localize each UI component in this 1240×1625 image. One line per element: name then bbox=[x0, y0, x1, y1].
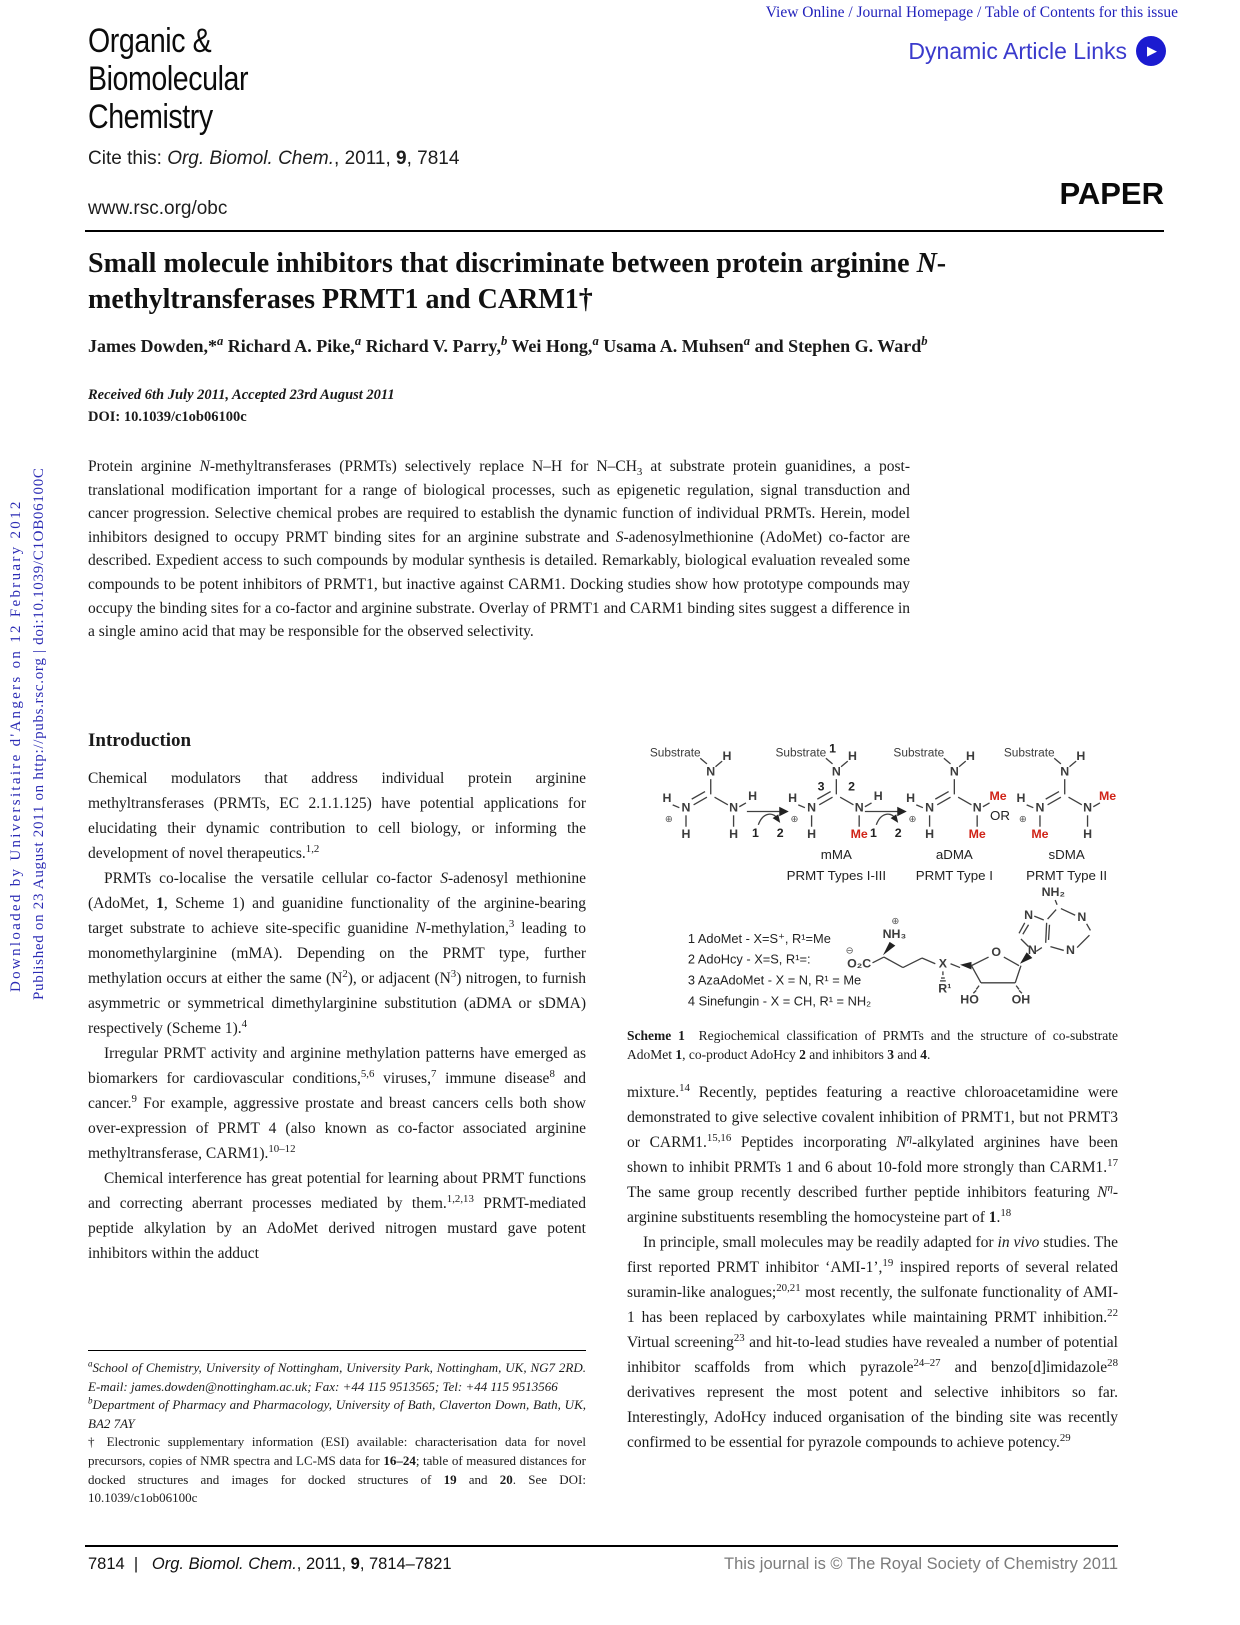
adomet-molecule bbox=[846, 885, 1091, 1007]
svg-text:1 AdoMet - X=S⁺, R¹=Me: 1 AdoMet - X=S⁺, R¹=Me bbox=[687, 930, 831, 946]
scheme-caption-label: Scheme 1 bbox=[627, 1028, 685, 1043]
introduction-heading: Introduction bbox=[88, 730, 192, 751]
scheme-caption-text: Regiochemical classification of PRMTs and the structure of co-substrate AdoMet 1, co-product AdoHcy 2 and inhibitors 3 and 4. bbox=[627, 1028, 1118, 1062]
doi-line: DOI: 10.1039/c1ob06100c bbox=[88, 409, 247, 425]
or-label: OR bbox=[990, 808, 1010, 824]
svg-text:NH₃: NH₃ bbox=[882, 927, 907, 942]
scheme-legend bbox=[688, 931, 871, 1009]
play-circle-icon[interactable]: ▶ bbox=[1136, 36, 1166, 66]
header-divider bbox=[85, 230, 1164, 232]
svg-text:H: H bbox=[966, 749, 975, 764]
intro-paragraph-2: PRMTs co-localise the versatile cellular co-factor S-adenosyl methionine (AdoMet, 1, Scheme 1) and guanidine functionality of the arginine-bearing target substrate to achieve site-specific guanidine N-methylation,$^3$ leading to monomethylarginine (mMA). Depending on the PRMT type, further methylation occurs at either the same $(N^2)$, or adjacent $(N^3)$ nitrogen, to furnish asymmetric or symmetrical dimethylarginine substitution (aDMA or sDMA) respectively (Scheme 1).$^4$ bbox=[88, 870, 586, 1037]
svg-text:1: 1 bbox=[870, 826, 877, 841]
svg-text:H: H bbox=[925, 827, 935, 842]
svg-text:NH₂: NH₂ bbox=[1041, 885, 1065, 900]
dynamic-article-links-label[interactable]: Dynamic Article Links bbox=[908, 37, 1127, 64]
right-paragraph-1: mixture.$^{14}$ Recently, peptides featuring a reactive chloroacetamidine were demonstrated to give selective covalent inhibition of PRMT1, but not PRMT3 or CARM1.$^{15,16}$ Peptides incorporating $N^\eta$-alkylated arginines have been shown to inhibit PRMTs 1 and 6 about 10-fold more strongly than CARM1.17 The same group recently described further peptide inhibitors featuring $N^\eta$-arginine substituents resembling the homocysteine part of 1.18 bbox=[627, 1081, 1118, 1226]
svg-text:⊕: ⊕ bbox=[891, 915, 900, 927]
svg-text:N: N bbox=[949, 764, 959, 779]
received-accepted-line: Received 6th July 2011, Accepted 23rd August 2011 bbox=[88, 387, 395, 403]
structure-sdma bbox=[1004, 745, 1116, 841]
svg-text:sDMA: sDMA bbox=[1048, 847, 1085, 863]
intro-paragraph-3: Irregular PRMT activity and arginine methylation patterns have emerged as biomarkers for cardiovascular conditions,$^{5,6}$ viruses,$^7$ immune disease$^8$ and cancer.$^9$ For example, aggressive prostate and breast cancers cells both show over-expression of PRMT 4 (also known as co-factor associated arginine methyltransferase, CARM1).$^{10-12}$ bbox=[88, 1045, 587, 1162]
sidebar-published-stamp: Published on 23 August 2011 on http://pubs.rsc.org | doi:10.1039/C1OB06100C bbox=[31, 467, 47, 1000]
footer-copyright: This journal is © The Royal Society of Chemistry 2011 bbox=[724, 1555, 1118, 1573]
svg-text:Substrate: Substrate bbox=[775, 745, 827, 760]
svg-text:PRMT Type II: PRMT Type II bbox=[1026, 868, 1108, 884]
svg-text:R¹: R¹ bbox=[938, 981, 952, 996]
article-authors: James Dowden,*$^a$ Richard A. Pike,$^a$ Richard V. Parry,$^b$ Wei Hong,$^a$ Usama A. Muhsen$^a$ and Stephen G. Ward$^b$ bbox=[88, 334, 928, 356]
journal-url[interactable]: www.rsc.org/obc bbox=[88, 198, 228, 219]
reaction-arrow-1 bbox=[747, 807, 789, 840]
svg-text:X: X bbox=[938, 956, 948, 971]
article-title: Small molecule inhibitors that discriminate between protein arginine N-methyltransferases PRMT1 and CARM1† bbox=[88, 248, 947, 315]
svg-text:N: N bbox=[1024, 908, 1034, 923]
affiliation-b: $^b$Department of Pharmacy and Pharmacology, University of Bath, Claverton Down, Bath, UK, BA2 7AY bbox=[88, 1395, 586, 1431]
svg-text:1: 1 bbox=[752, 826, 759, 841]
svg-text:H: H bbox=[873, 789, 883, 804]
footnote-block bbox=[88, 1350, 586, 1508]
svg-text:OH: OH bbox=[1011, 992, 1031, 1007]
svg-text:⊕: ⊕ bbox=[790, 813, 799, 825]
svg-text:mMA: mMA bbox=[820, 847, 852, 863]
svg-text:3: 3 bbox=[817, 779, 825, 794]
svg-text:N: N bbox=[1083, 800, 1093, 815]
svg-text:H: H bbox=[788, 790, 798, 805]
journal-title-line2: Biomolecular bbox=[88, 60, 249, 98]
svg-text:N: N bbox=[1060, 764, 1070, 779]
svg-text:2: 2 bbox=[894, 826, 902, 841]
svg-text:4 Sinefungin - X = CH, R¹ = NH: 4 Sinefungin - X = CH, R¹ = NH₂ bbox=[687, 993, 872, 1009]
product-labels bbox=[787, 847, 1107, 883]
svg-text:N: N bbox=[1077, 909, 1087, 924]
svg-text:⊕: ⊕ bbox=[1018, 813, 1027, 825]
svg-text:H: H bbox=[681, 827, 691, 842]
intro-paragraph-4: Chemical interference has great potential for learning about PRMT functions and correcting aberrant processes mediated by them.$^{1,2,13}$ PRMT-mediated peptide alkylation by an AdoMet derived nitrogen mustard gave potent inhibitors within the adduct bbox=[88, 1170, 586, 1262]
footer-divider bbox=[85, 1545, 1118, 1547]
structure-arginine bbox=[650, 745, 757, 841]
svg-text:N: N bbox=[1065, 943, 1075, 958]
svg-text:Me: Me bbox=[1031, 827, 1049, 842]
footer-page-citation: 7814 | Org. Biomol. Chem., 2011, 9, 7814–7821 bbox=[88, 1555, 452, 1573]
svg-text:H: H bbox=[848, 749, 857, 764]
svg-text:Substrate: Substrate bbox=[893, 745, 945, 760]
structure-adma bbox=[893, 745, 1006, 841]
abstract-paragraph: Protein arginine N-methyltransferases (PRMTs) selectively replace N–H for $N-CH_3$ at substrate protein guanidines, a post-translational modification important for a range of biological processes, such as epigenetic regulation, signal transduction and cancer progression. Selective chemical probes are required to establish the dynamic function of individual PRMTs. Herein, model inhibitors designed to occupy PRMT binding sites for an arginine substrate and S-adenosylmethionine (AdoMet) co-factor are described. Expedient access to such compounds by modular synthesis is detailed. Remarkably, biological evaluation revealed some compounds to be potent inhibitors of PRMT1, but inactive against CARM1. Docking studies show how prototype compounds may occupy the binding sites for a co-factor and arginine substrate. Overlay of PRMT1 and CARM1 binding sites suggest a difference in a single amino acid that may be responsible for the observed selectivity. bbox=[88, 458, 910, 641]
sidebar-download-stamp: Downloaded by Universitaire d'Angers on 12 February 2012 bbox=[8, 499, 24, 992]
svg-text:PRMT Types I-III: PRMT Types I-III bbox=[786, 868, 887, 884]
svg-text:2 AdoHcy - X=S, R¹=:: 2 AdoHcy - X=S, R¹=: bbox=[687, 951, 811, 967]
scheme-1-caption bbox=[627, 1026, 1118, 1064]
top-navigation-links[interactable]: View Online / Journal Homepage / Table of Contents for this issue bbox=[765, 4, 1178, 21]
svg-text:N: N bbox=[729, 800, 739, 815]
svg-text:3 AzaAdoMet - X = N, R¹ = Me: 3 AzaAdoMet - X = N, R¹ = Me bbox=[687, 972, 862, 988]
svg-text:O₂C: O₂C bbox=[847, 956, 872, 971]
svg-text:H: H bbox=[748, 789, 758, 804]
svg-text:Substrate: Substrate bbox=[649, 745, 701, 760]
svg-text:aDMA: aDMA bbox=[935, 847, 973, 863]
svg-text:N: N bbox=[925, 800, 935, 815]
svg-text:H: H bbox=[807, 827, 817, 842]
svg-text:H: H bbox=[662, 790, 672, 805]
svg-text:N: N bbox=[854, 800, 864, 815]
svg-text:N: N bbox=[807, 800, 817, 815]
journal-title bbox=[88, 22, 248, 136]
svg-text:H: H bbox=[1016, 790, 1026, 805]
esi-footnote: † Electronic supplementary information (ESI) available: characterisation data for novel precursors, copies of NMR spectra and LC-MS data for 16–24; table of measured distances for docked structures and images for docked structures of 19 and 20. See DOI: 10.1039/c1ob06100c bbox=[88, 1434, 586, 1506]
footnote-divider bbox=[88, 1350, 586, 1351]
journal-title-line1: Organic & bbox=[88, 22, 212, 60]
svg-text:H: H bbox=[729, 827, 739, 842]
svg-text:N: N bbox=[681, 800, 691, 815]
svg-text:⊖: ⊖ bbox=[845, 945, 854, 957]
citation-line: Cite this: Org. Biomol. Chem., 2011, 9, 7814 bbox=[88, 148, 460, 169]
svg-text:PRMT Type I: PRMT Type I bbox=[915, 868, 993, 884]
svg-text:⊕: ⊕ bbox=[664, 813, 673, 825]
svg-text:Substrate: Substrate bbox=[1003, 745, 1055, 760]
svg-text:H: H bbox=[1083, 827, 1093, 842]
right-column bbox=[627, 730, 1118, 1455]
left-column bbox=[88, 730, 586, 1266]
dynamic-article-links[interactable] bbox=[908, 36, 1166, 66]
svg-text:Me: Me bbox=[850, 827, 868, 842]
svg-text:N: N bbox=[1027, 943, 1037, 958]
svg-text:Me: Me bbox=[968, 827, 986, 842]
svg-text:N: N bbox=[706, 764, 716, 779]
reaction-arrow-2 bbox=[865, 807, 907, 840]
svg-text:Me: Me bbox=[1098, 789, 1117, 804]
svg-text:O: O bbox=[991, 945, 1002, 960]
svg-text:HO: HO bbox=[960, 992, 979, 1007]
svg-text:H: H bbox=[722, 749, 732, 764]
journal-title-line3: Chemistry bbox=[88, 98, 213, 136]
scheme-1-figure bbox=[627, 730, 1118, 1011]
structure-mma bbox=[775, 742, 882, 842]
svg-text:N: N bbox=[831, 764, 841, 779]
article-type-label: PAPER bbox=[1059, 176, 1164, 211]
svg-text:⊕: ⊕ bbox=[908, 813, 917, 825]
svg-text:2: 2 bbox=[848, 779, 856, 794]
svg-text:H: H bbox=[1076, 749, 1086, 764]
right-paragraph-2: In principle, small molecules may be readily adapted for in vivo studies. The first reported PRMT inhibitor ‘AMI-1’,$^{19}$ inspired reports of several related suramin-like analogues;$^{20,21}$ most recently, the sulfonate functionality of AMI-1 has been replaced by carboxylates while maintaining PRMT inhibition.$^{22}$ Virtual screening$^{23}$ and hit-to-lead studies have revealed a number of potential inhibitor scaffolds from which pyrazole$^{24-27}$ and benzo[d]imidazole$^{28}$ derivatives represent the most potent and selective inhibitors so far. Interestingly, AdoHcy induced organisation of the binding site was recently confirmed to be essential for pyrazole compounds to achieve potency.$^{29}$ bbox=[627, 1234, 1119, 1451]
svg-text:N: N bbox=[972, 800, 982, 815]
intro-paragraph-1: Chemical modulators that address individual protein arginine methyltransferases (PRMTs, EC 2.1.1.125) have potential applications for elucidating their dynamic contribution to cell biology, or informing the development of novel therapeutics.$^{1,2}$ bbox=[88, 770, 586, 862]
svg-text:2: 2 bbox=[776, 826, 784, 841]
svg-text:H: H bbox=[906, 790, 916, 805]
affiliation-a: $^a$School of Chemistry, University of Nottingham, University Park, Nottingham, UK, NG7 2RD. E-mail: james.dowden@nottingham.ac.uk; Fax: +44 115 9513565; Tel: +44 115 9513566 bbox=[88, 1358, 586, 1394]
svg-text:1: 1 bbox=[829, 741, 836, 756]
svg-text:N: N bbox=[1035, 800, 1045, 815]
svg-text:Me: Me bbox=[989, 789, 1007, 804]
